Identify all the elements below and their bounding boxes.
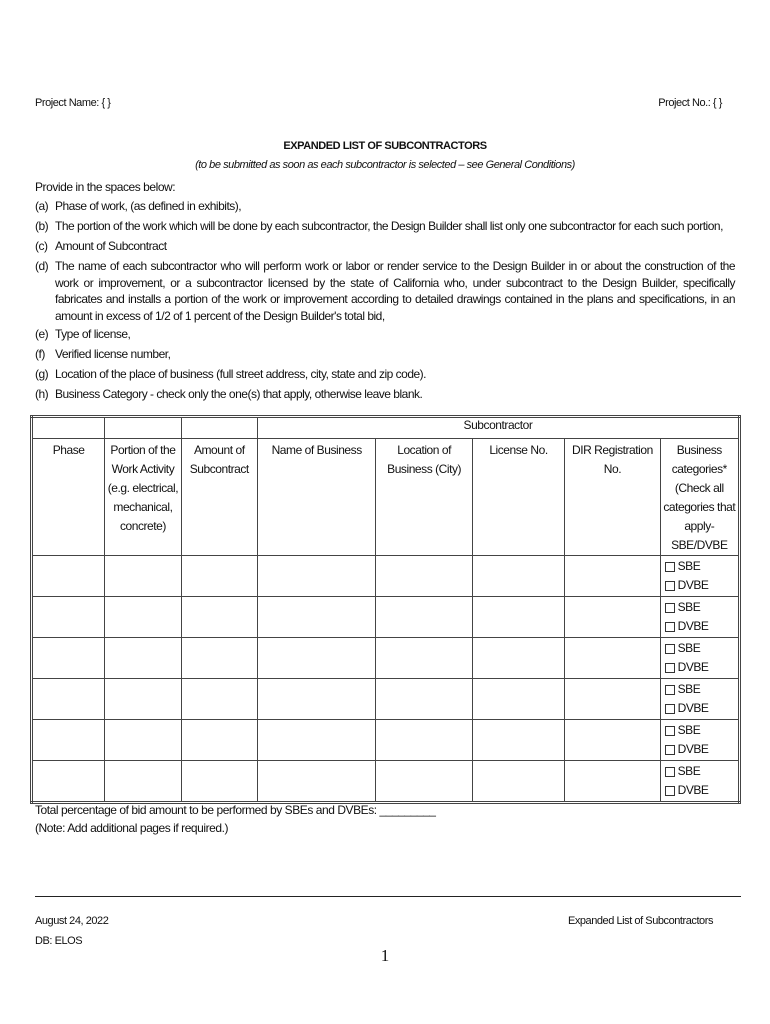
dvbe-option[interactable] (665, 740, 738, 759)
dir-registration-header: DIR Registration No. (565, 439, 660, 556)
instruction-item (35, 324, 735, 344)
dvbe-checkbox[interactable] (665, 745, 675, 755)
sbe-checkbox[interactable] (665, 767, 675, 777)
table-row (32, 556, 740, 597)
business-name-cell[interactable] (257, 556, 376, 597)
business-name-cell[interactable] (257, 638, 376, 679)
dvbe-label: DVBE (677, 783, 709, 797)
instruction-text: Type of license, (55, 327, 131, 341)
additional-pages-note: (Note: Add additional pages if required.) (35, 821, 229, 835)
instruction-item (35, 196, 735, 216)
footer-divider (35, 896, 741, 897)
sbe-label: SBE (677, 600, 701, 614)
business-category-cell (660, 761, 739, 803)
instruction-letter: (g) (35, 367, 49, 381)
instruction-text: Phase of work, (as defined in exhibits), (55, 199, 242, 213)
totals-section (35, 801, 436, 837)
subcontractor-group-header: Subcontractor (257, 417, 739, 439)
sbe-label: SBE (677, 723, 701, 737)
portion-cell[interactable] (105, 556, 181, 597)
dvbe-option[interactable] (665, 576, 738, 595)
dvbe-checkbox[interactable] (665, 581, 675, 591)
location-cell[interactable] (376, 597, 472, 638)
instruction-item (35, 236, 735, 256)
sbe-checkbox[interactable] (665, 603, 675, 613)
sbe-checkbox[interactable] (665, 685, 675, 695)
portion-cell[interactable] (105, 597, 181, 638)
sbe-label: SBE (677, 641, 701, 655)
dvbe-option[interactable] (665, 699, 738, 718)
location-cell[interactable] (376, 720, 472, 761)
instruction-letter: (h) (35, 387, 49, 401)
sbe-label: SBE (677, 559, 701, 573)
license-cell[interactable] (472, 638, 564, 679)
sbe-checkbox[interactable] (665, 562, 675, 572)
footer-date: August 24, 2022 (35, 915, 109, 927)
location-cell[interactable] (376, 638, 472, 679)
business-category-cell (660, 597, 739, 638)
location-cell[interactable] (376, 556, 472, 597)
sbe-label: SBE (677, 764, 701, 778)
document-subtitle: (to be submitted as soon as each subcontractor is selected – see General Conditions) (195, 159, 575, 171)
phase-cell[interactable] (32, 638, 105, 679)
instruction-item (35, 216, 735, 236)
instruction-item (35, 384, 735, 404)
instruction-text: The name of each subcontractor who will perform work or labor or render service to the Design Builder in or about the construction of the work or improvement, or a subcontractor licensed by the state of California who, under subcontract to the Design Builder, specifically fabricates and installs a portion of the work or improvement according to detailed drawings contained in the plans and specifications, in an amount in excess of 1/2 of 1 percent of the Design Builder's total bid, (55, 259, 735, 323)
footer-left (35, 911, 108, 951)
instruction-letter: (e) (35, 327, 49, 341)
page-number: 1 (380, 946, 390, 965)
table-group-header-row (32, 417, 740, 439)
subcontractor-table (30, 415, 741, 804)
instruction-text: Location of the place of business (full street address, city, state and zip code). (55, 367, 427, 381)
project-number-field[interactable]: Project No.: { } (658, 97, 722, 109)
dvbe-option[interactable] (665, 781, 738, 800)
dvbe-checkbox[interactable] (665, 663, 675, 673)
total-percentage-line[interactable]: Total percentage of bid amount to be performed by SBEs and DVBEs: _________ (35, 803, 436, 817)
phase-cell[interactable] (32, 761, 105, 803)
dvbe-option[interactable] (665, 658, 738, 677)
instruction-text: Business Category - check only the one(s) that apply, otherwise leave blank. (55, 387, 423, 401)
phase-header: Phase (32, 439, 105, 556)
sbe-option[interactable] (665, 762, 738, 781)
document-title: EXPANDED LIST OF SUBCONTRACTORS (283, 140, 487, 152)
license-header: License No. (472, 439, 564, 556)
project-header (35, 96, 722, 112)
portion-cell[interactable] (105, 679, 181, 720)
business-name-header: Name of Business (257, 439, 376, 556)
amount-cell[interactable] (181, 761, 257, 803)
instruction-text: The portion of the work which will be done by each subcontractor, the Design Builder shall list only one subcontractor for each such portion, (55, 219, 723, 233)
instruction-letter: (f) (35, 347, 45, 361)
instructions-intro: Provide in the spaces below: (35, 180, 176, 194)
instruction-item (35, 256, 735, 324)
dir-registration-cell[interactable] (565, 761, 660, 803)
portion-cell[interactable] (105, 638, 181, 679)
table-header-row (32, 439, 740, 556)
instructions (35, 178, 735, 404)
business-category-cell (660, 638, 739, 679)
table-row (32, 720, 740, 761)
table-row (32, 638, 740, 679)
dir-registration-cell[interactable] (565, 597, 660, 638)
business-category-cell (660, 679, 739, 720)
dvbe-label: DVBE (677, 701, 709, 715)
sbe-option[interactable] (665, 639, 738, 658)
amount-cell[interactable] (181, 720, 257, 761)
table-cell (181, 417, 257, 439)
dvbe-option[interactable] (665, 617, 738, 636)
sbe-label: SBE (677, 682, 701, 696)
table-cell (105, 417, 181, 439)
license-cell[interactable] (472, 720, 564, 761)
dir-registration-cell[interactable] (565, 679, 660, 720)
sbe-option[interactable] (665, 598, 738, 617)
amount-cell[interactable] (181, 679, 257, 720)
license-cell[interactable] (472, 761, 564, 803)
business-category-cell (660, 556, 739, 597)
table-row (32, 761, 740, 803)
amount-header: Amount of Subcontract (181, 439, 257, 556)
phase-cell[interactable] (32, 679, 105, 720)
footer-db-code: DB: ELOS (35, 935, 83, 947)
instruction-text: Amount of Subcontract (55, 239, 167, 253)
license-cell[interactable] (472, 679, 564, 720)
sbe-option[interactable] (665, 721, 738, 740)
dir-registration-cell[interactable] (565, 720, 660, 761)
dvbe-label: DVBE (677, 660, 709, 674)
location-header: Location of Business (City) (376, 439, 472, 556)
dvbe-label: DVBE (677, 619, 709, 633)
footer-doc-title: Expanded List of Subcontractors (567, 915, 713, 927)
business-name-cell[interactable] (257, 720, 376, 761)
business-name-cell[interactable] (257, 679, 376, 720)
sbe-checkbox[interactable] (665, 644, 675, 654)
dvbe-label: DVBE (677, 578, 709, 592)
portion-header: Portion of the Work Activity (e.g. electrical, mechanical, concrete) (105, 439, 181, 556)
amount-cell[interactable] (181, 597, 257, 638)
dir-registration-cell[interactable] (565, 556, 660, 597)
phase-cell[interactable] (32, 556, 105, 597)
amount-cell[interactable] (181, 556, 257, 597)
license-cell[interactable] (472, 597, 564, 638)
instruction-text: Verified license number, (55, 347, 171, 361)
location-cell[interactable] (376, 761, 472, 803)
phase-cell[interactable] (32, 597, 105, 638)
portion-cell[interactable] (105, 720, 181, 761)
project-name-field[interactable]: Project Name: { } (35, 97, 111, 109)
license-cell[interactable] (472, 556, 564, 597)
instruction-letter: (c) (35, 239, 48, 253)
instruction-item (35, 364, 735, 384)
instruction-letter: (d) (35, 259, 49, 273)
business-name-cell[interactable] (257, 597, 376, 638)
table-row (32, 597, 740, 638)
phase-cell[interactable] (32, 720, 105, 761)
dvbe-checkbox[interactable] (665, 786, 675, 796)
dvbe-label: DVBE (677, 742, 709, 756)
sbe-checkbox[interactable] (665, 726, 675, 736)
dvbe-checkbox[interactable] (665, 622, 675, 632)
sbe-option[interactable] (665, 557, 738, 576)
location-cell[interactable] (376, 679, 472, 720)
portion-cell[interactable] (105, 761, 181, 803)
instruction-letter: (a) (35, 199, 49, 213)
sbe-option[interactable] (665, 680, 738, 699)
business-categories-header: Business categories* (Check all categories that apply- SBE/DVBE (660, 439, 739, 556)
table-row (32, 679, 740, 720)
instruction-item (35, 344, 735, 364)
business-name-cell[interactable] (257, 761, 376, 803)
dir-registration-cell[interactable] (565, 638, 660, 679)
amount-cell[interactable] (181, 638, 257, 679)
instruction-letter: (b) (35, 219, 49, 233)
table-cell (32, 417, 105, 439)
business-category-cell (660, 720, 739, 761)
dvbe-checkbox[interactable] (665, 704, 675, 714)
